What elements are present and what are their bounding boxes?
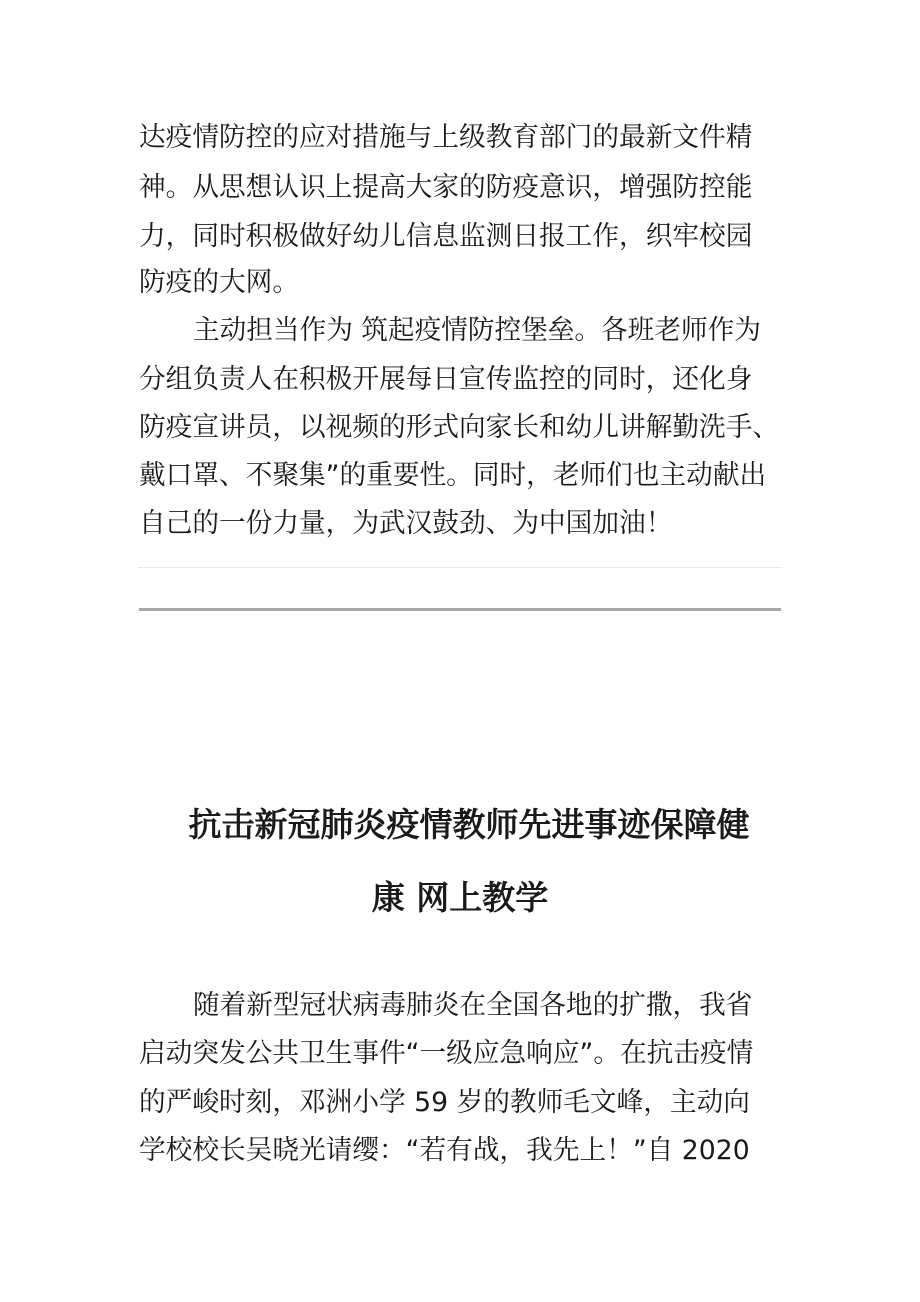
paragraph-line: 自己的一份力量，为武汉鼓劲、为中国加油！ [139, 508, 673, 539]
paragraph-line: 主动担当作为 筑起疫情防控堡垒。各班老师作为 [193, 315, 761, 346]
paragraph-line: 神。从思想认识上提高大家的防疫意识，增强防控能 [139, 172, 753, 203]
article-title-line-2: 康 网上教学 [371, 878, 549, 917]
paragraph-line: 防疫的大网。 [139, 267, 300, 298]
paragraph-line: 分组负责人在积极开展每日宣传监控的同时，还化身 [139, 364, 753, 395]
paragraph-line: 戴口罩、不聚集”的重要性。同时，老师们也主动献出 [139, 460, 767, 491]
section-divider [139, 608, 781, 611]
paragraph-line: 达疫情防控的应对措施与上级教育部门的最新文件精 [139, 122, 753, 153]
dotted-divider [139, 567, 781, 568]
paragraph-line: 的严峻时刻，邓洲小学 59 岁的教师毛文峰，主动向 [139, 1087, 750, 1118]
paragraph-line: 启动突发公共卫生事件“一级应急响应”。在抗击疫情 [139, 1038, 754, 1069]
paragraph-line: 力，同时积极做好幼儿信息监测日报工作，织牢校园 [139, 221, 753, 252]
paragraph-line: 防疫宣讲员，以视频的形式向家长和幼儿讲解勤洗手、 [139, 412, 780, 443]
paragraph-line: 学校校长吴晓光请缨：“若有战，我先上！”自 2020 [139, 1135, 750, 1166]
article-title-line-1: 抗击新冠肺炎疫情教师先进事迹保障健 [188, 805, 750, 844]
paragraph-line: 随着新型冠状病毒肺炎在全国各地的扩撒，我省 [193, 990, 753, 1021]
